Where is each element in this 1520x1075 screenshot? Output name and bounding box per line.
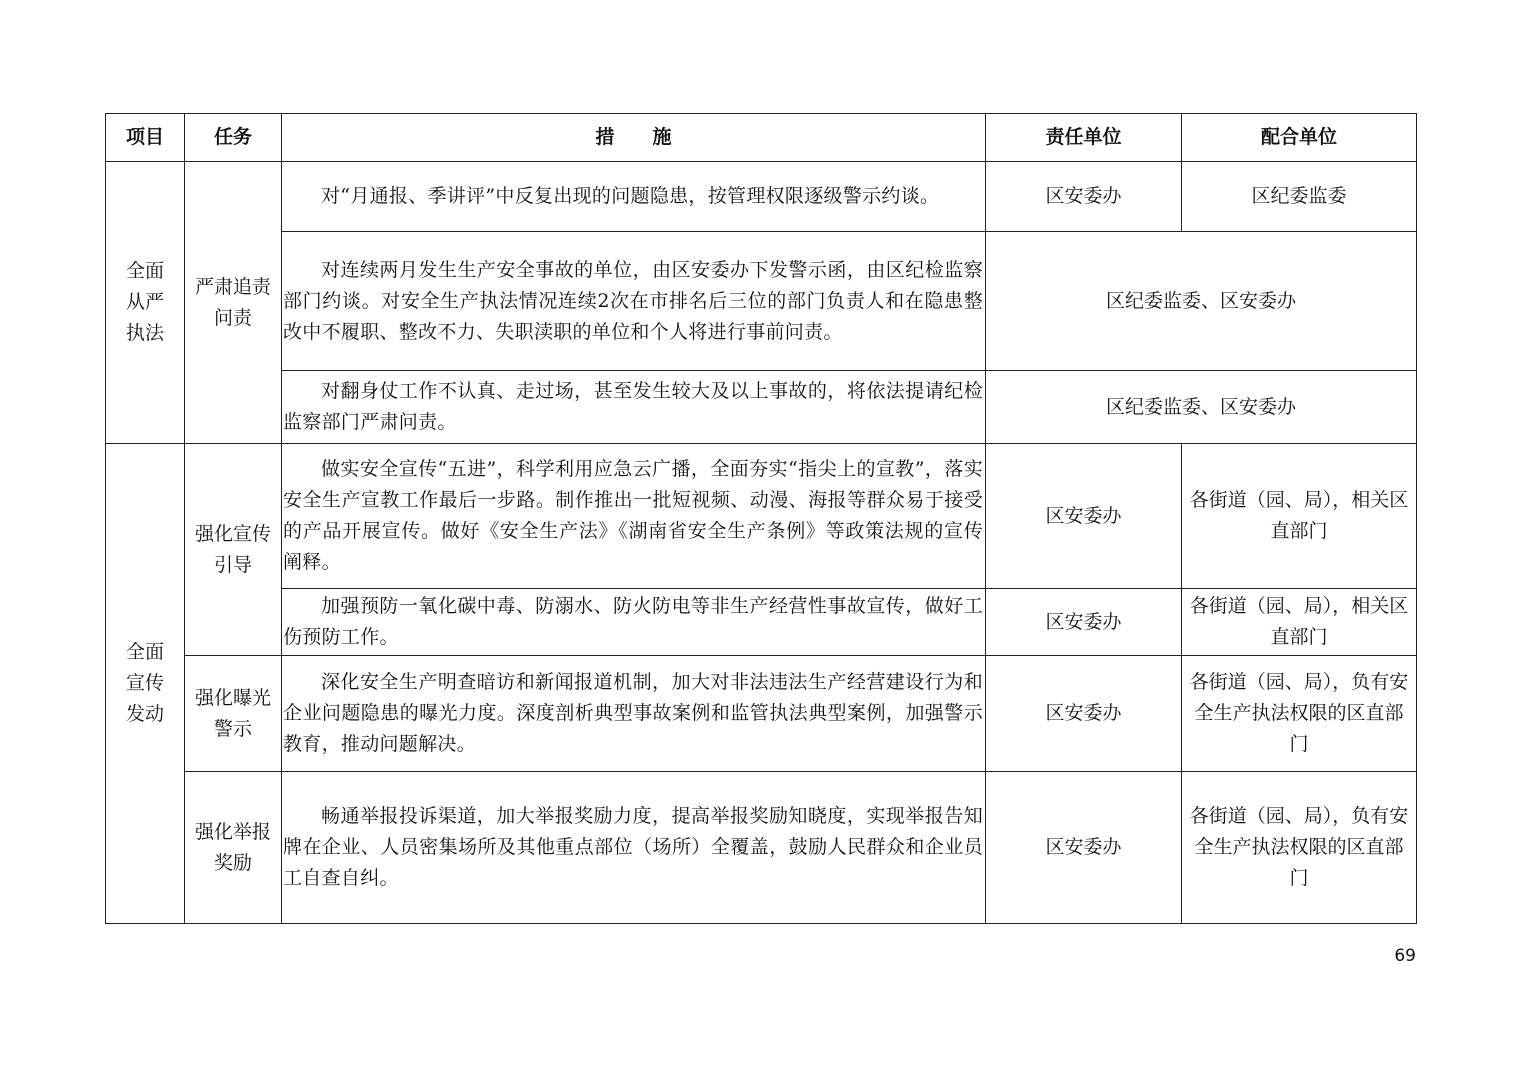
- table-row: [106, 371, 1417, 444]
- table-row: [106, 232, 1417, 371]
- table-row: [106, 444, 1417, 589]
- responsible-cell: 区安委办: [986, 162, 1182, 232]
- header-project: 项目: [106, 114, 185, 162]
- measure-cell: 对翻身仗工作不认真、走过场，甚至发生较大及以上事故的，将依法提请纪检监察部门严肃问责。: [282, 371, 986, 444]
- header-responsible: 责任单位: [986, 114, 1182, 162]
- cooperating-cell: 各街道（园、局），相关区直部门: [1182, 589, 1417, 656]
- responsible-cell: 区安委办: [986, 444, 1182, 589]
- measure-cell: 做实安全宣传“五进”，科学利用应急云广播，全面夯实“指尖上的宣教”，落实安全生产宣教工作最后一步路。制作推出一批短视频、动漫、海报等群众易于接受的产品开展宣传。做好《安全生产法》《湖南省安全生产条例》等政策法规的宣传阐释。: [282, 444, 986, 589]
- task-cell: 强化曝光警示: [185, 656, 282, 772]
- measure-cell: 对“月通报、季讲评”中反复出现的问题隐患，按管理权限逐级警示约谈。: [282, 162, 986, 232]
- page-number: 69: [1394, 946, 1416, 966]
- responsible-cell: 区安委办: [986, 772, 1182, 924]
- table-header-row: [106, 114, 1417, 162]
- measure-cell: 深化安全生产明查暗访和新闻报道机制，加大对非法违法生产经营建设行为和企业问题隐患的曝光力度。深度剖析典型事故案例和监管执法典型案例，加强警示教育，推动问题解决。: [282, 656, 986, 772]
- measures-table: [105, 113, 1417, 924]
- task-cell: 严肃追责问责: [185, 162, 282, 444]
- measure-cell: 加强预防一氧化碳中毒、防溺水、防火防电等非生产经营性事故宣传，做好工伤预防工作。: [282, 589, 986, 656]
- project-cell: 全面宣传发动: [106, 444, 185, 924]
- project-cell: 全面从严执法: [106, 162, 185, 444]
- table-row: [106, 772, 1417, 924]
- measure-cell: 畅通举报投诉渠道，加大举报奖励力度，提高举报奖励知晓度，实现举报告知牌在企业、人员密集场所及其他重点部位（场所）全覆盖，鼓励人民群众和企业员工自查自纠。: [282, 772, 986, 924]
- responsible-cell: 区安委办: [986, 589, 1182, 656]
- responsible-cell: 区安委办: [986, 656, 1182, 772]
- cooperating-cell: 各街道（园、局），负有安全生产执法权限的区直部门: [1182, 772, 1417, 924]
- cooperating-cell: 各街道（园、局），相关区直部门: [1182, 444, 1417, 589]
- cooperating-cell: 区纪委监委: [1182, 162, 1417, 232]
- header-task: 任务: [185, 114, 282, 162]
- header-measure: 措 施: [282, 114, 986, 162]
- task-cell: 强化宣传引导: [185, 444, 282, 656]
- responsible-merged-cell: 区纪委监委、区安委办: [986, 232, 1417, 371]
- header-cooperating: 配合单位: [1182, 114, 1417, 162]
- table-row: [106, 589, 1417, 656]
- table-row: [106, 656, 1417, 772]
- table-row: [106, 162, 1417, 232]
- measure-cell: 对连续两月发生生产安全事故的单位，由区安委办下发警示函，由区纪检监察部门约谈。对安全生产执法情况连续2次在市排名后三位的部门负责人和在隐患整改中不履职、整改不力、失职渎职的单位和个人将进行事前问责。: [282, 232, 986, 371]
- cooperating-cell: 各街道（园、局），负有安全生产执法权限的区直部门: [1182, 656, 1417, 772]
- task-cell: 强化举报奖励: [185, 772, 282, 924]
- responsible-merged-cell: 区纪委监委、区安委办: [986, 371, 1417, 444]
